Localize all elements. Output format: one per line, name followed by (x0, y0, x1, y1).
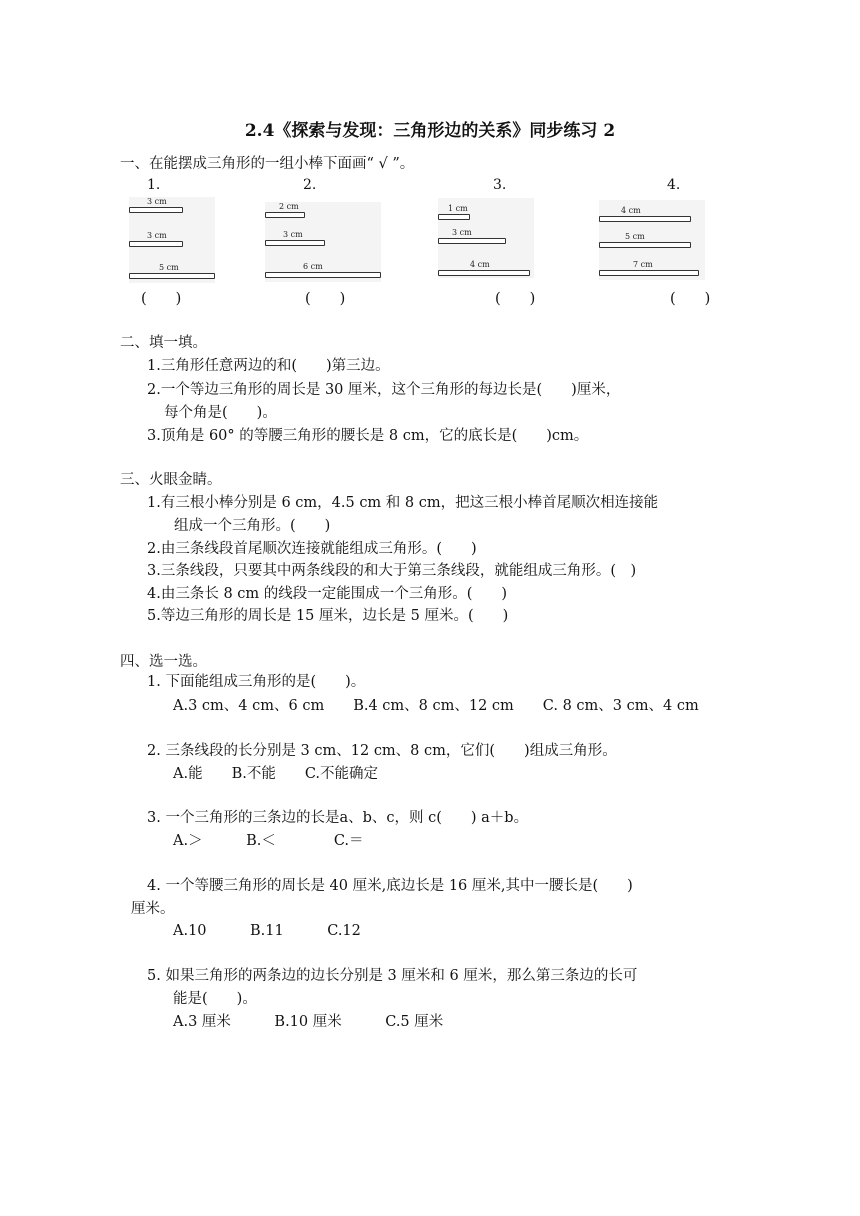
stick (265, 212, 305, 218)
group-3-number: 3. (493, 177, 507, 193)
stick (129, 273, 215, 279)
fill-item-1: 1.三角形任意两边的和( )第三边。 (147, 358, 390, 374)
stick (438, 270, 530, 276)
group-1-number: 1. (147, 177, 161, 193)
judge-item-1: 1.有三根小棒分别是 6 cm，4.5 cm 和 8 cm，把这三根小棒首尾顺次相连接能 (147, 495, 659, 511)
stick-label: 4 cm (470, 260, 490, 269)
choice-q1-options: A.3 cm、4 cm、6 cm B.4 cm、8 cm、12 cm C. 8 cm、3 cm、4 cm (173, 698, 699, 714)
answer-blank[interactable]: ( ) (305, 291, 346, 307)
fill-item-3: 3.顶角是 60° 的等腰三角形的腰长是 8 cm，它的底长是( )cm。 (147, 428, 589, 444)
fill-item-2: 2.一个等边三角形的周长是 30 厘米，这个三角形的每边长是( )厘米， (147, 382, 621, 398)
stick (129, 207, 183, 213)
choice-q4-cont: 厘米。 (131, 901, 175, 917)
choice-q2: 2. 三条线段的长分别是 3 cm、12 cm、8 cm，它们( )组成三角形。 (147, 743, 617, 759)
stick-label: 1 cm (448, 204, 468, 213)
choice-q4: 4. 一个等腰三角形的周长是 40 厘米,底边长是 16 厘米,其中一腰长是( ) (147, 878, 633, 894)
section2-heading: 二、填一填。 (120, 335, 207, 351)
section1-heading: 一、在能摆成三角形的一组小棒下面画“ √ ”。 (120, 156, 415, 172)
fill-item-2-cont: 每个角是( )。 (164, 405, 277, 421)
section3-heading: 三、火眼金睛。 (120, 472, 222, 488)
judge-item-2: 2.由三条线段首尾顺次连接就能组成三角形。( ) (147, 541, 477, 557)
judge-item-4: 4.由三条长 8 cm 的线段一定能围成一个三角形。( ) (147, 586, 508, 602)
choice-q4-options: A.10 B.11 C.12 (173, 923, 361, 939)
stick (599, 242, 691, 248)
choice-q1: 1. 下面能组成三角形的是( )。 (147, 674, 366, 690)
stick (599, 270, 699, 276)
answer-blank[interactable]: ( ) (141, 291, 182, 307)
group-2-sticks (265, 202, 381, 282)
stick-label: 7 cm (633, 260, 653, 269)
stick-label: 5 cm (159, 263, 179, 272)
stick (438, 238, 506, 244)
group-3-sticks (438, 198, 534, 278)
stick-label: 5 cm (625, 232, 645, 241)
judge-item-5: 5.等边三角形的周长是 15 厘米，边长是 5 厘米。( ) (147, 608, 509, 624)
section4-heading: 四、选一选。 (120, 654, 207, 670)
group-4-sticks (599, 200, 705, 280)
stick-label: 3 cm (452, 228, 472, 237)
page-title: 2.4《探索与发现：三角形边的关系》同步练习 2 (244, 121, 616, 141)
group-4-number: 4. (667, 177, 681, 193)
stick-label: 3 cm (147, 231, 167, 240)
stick (129, 241, 183, 247)
group-1-sticks (129, 197, 215, 283)
stick-label: 4 cm (621, 206, 641, 215)
choice-q5-options: A.3 厘米 B.10 厘米 C.5 厘米 (173, 1014, 444, 1030)
choice-q5: 5. 如果三角形的两条边的边长分别是 3 厘米和 6 厘米，那么第三条边的长可 (147, 968, 638, 984)
stick-label: 3 cm (147, 197, 167, 206)
answer-blank[interactable]: ( ) (670, 291, 711, 307)
judge-item-1-cont: 组成一个三角形。( ) (174, 518, 331, 534)
stick-label: 2 cm (279, 202, 299, 211)
answer-blank[interactable]: ( ) (495, 291, 536, 307)
stick-label: 3 cm (283, 230, 303, 239)
choice-q3-options: A.＞ B.＜ C.＝ (173, 833, 364, 849)
stick (438, 214, 470, 220)
stick (265, 272, 381, 278)
choice-q3: 3. 一个三角形的三条边的长是a、b、c，则 c( ) a＋b。 (147, 810, 529, 826)
group-2-number: 2. (303, 177, 317, 193)
stick-label: 6 cm (303, 262, 323, 271)
stick (265, 240, 325, 246)
stick (599, 216, 691, 222)
choice-q2-options: A.能 B.不能 C.不能确定 (173, 766, 379, 782)
choice-q5-cont: 能是( )。 (173, 991, 257, 1007)
judge-item-3: 3.三条线段，只要其中两条线段的和大于第三条线段，就能组成三角形。( ) (147, 563, 637, 579)
